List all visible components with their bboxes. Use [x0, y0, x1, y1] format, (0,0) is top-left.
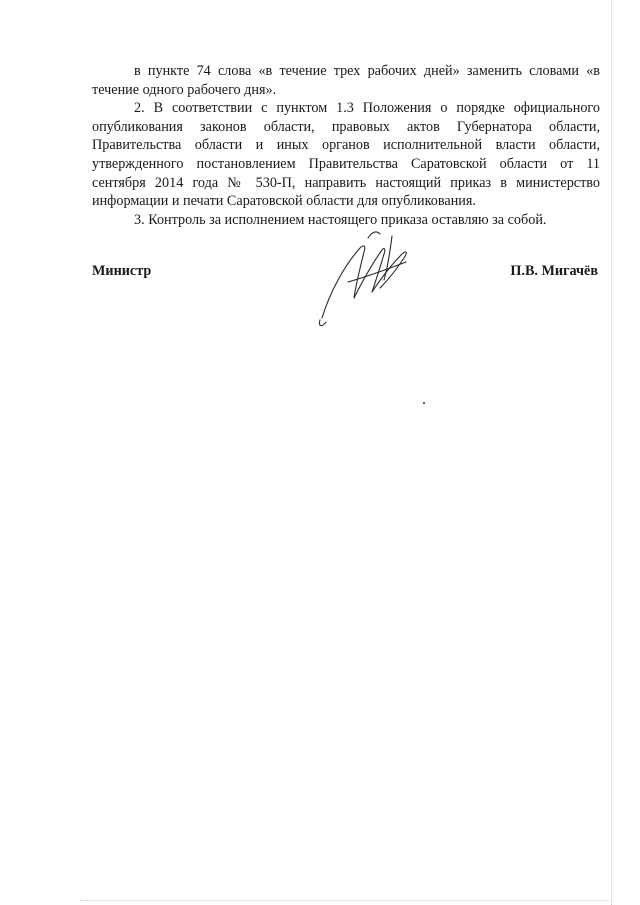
scan-edge-right — [611, 0, 612, 905]
paragraph-publication: 2. В соответствии с пунктом 1.3 Положения о порядке официального опубликования законов области, правовых актов Губернатора области, Правительства области и иных органов исполнительной власти области, утвержденного постановлением Правительства Саратовской области от 11 сентября 2014 года № 530-П, направить настоящий приказ в министерство информации и печати Саратовской области для опубликования. — [92, 100, 600, 210]
paragraph-control: 3. Контроль за исполнением настоящего приказа оставляю за собой. — [134, 211, 547, 228]
paragraph-item-74-amendment: в пункте 74 слова «в течение трех рабочих дней» заменить словами «в течение одного рабочего дня». — [92, 63, 600, 98]
scan-edge-bottom — [80, 900, 610, 901]
signatory-title: Министр — [92, 263, 152, 279]
scan-speck — [423, 402, 425, 404]
signatory-name: П.В. Мигачёв — [510, 263, 598, 279]
document-body — [92, 62, 600, 229]
handwritten-signature — [310, 222, 430, 332]
